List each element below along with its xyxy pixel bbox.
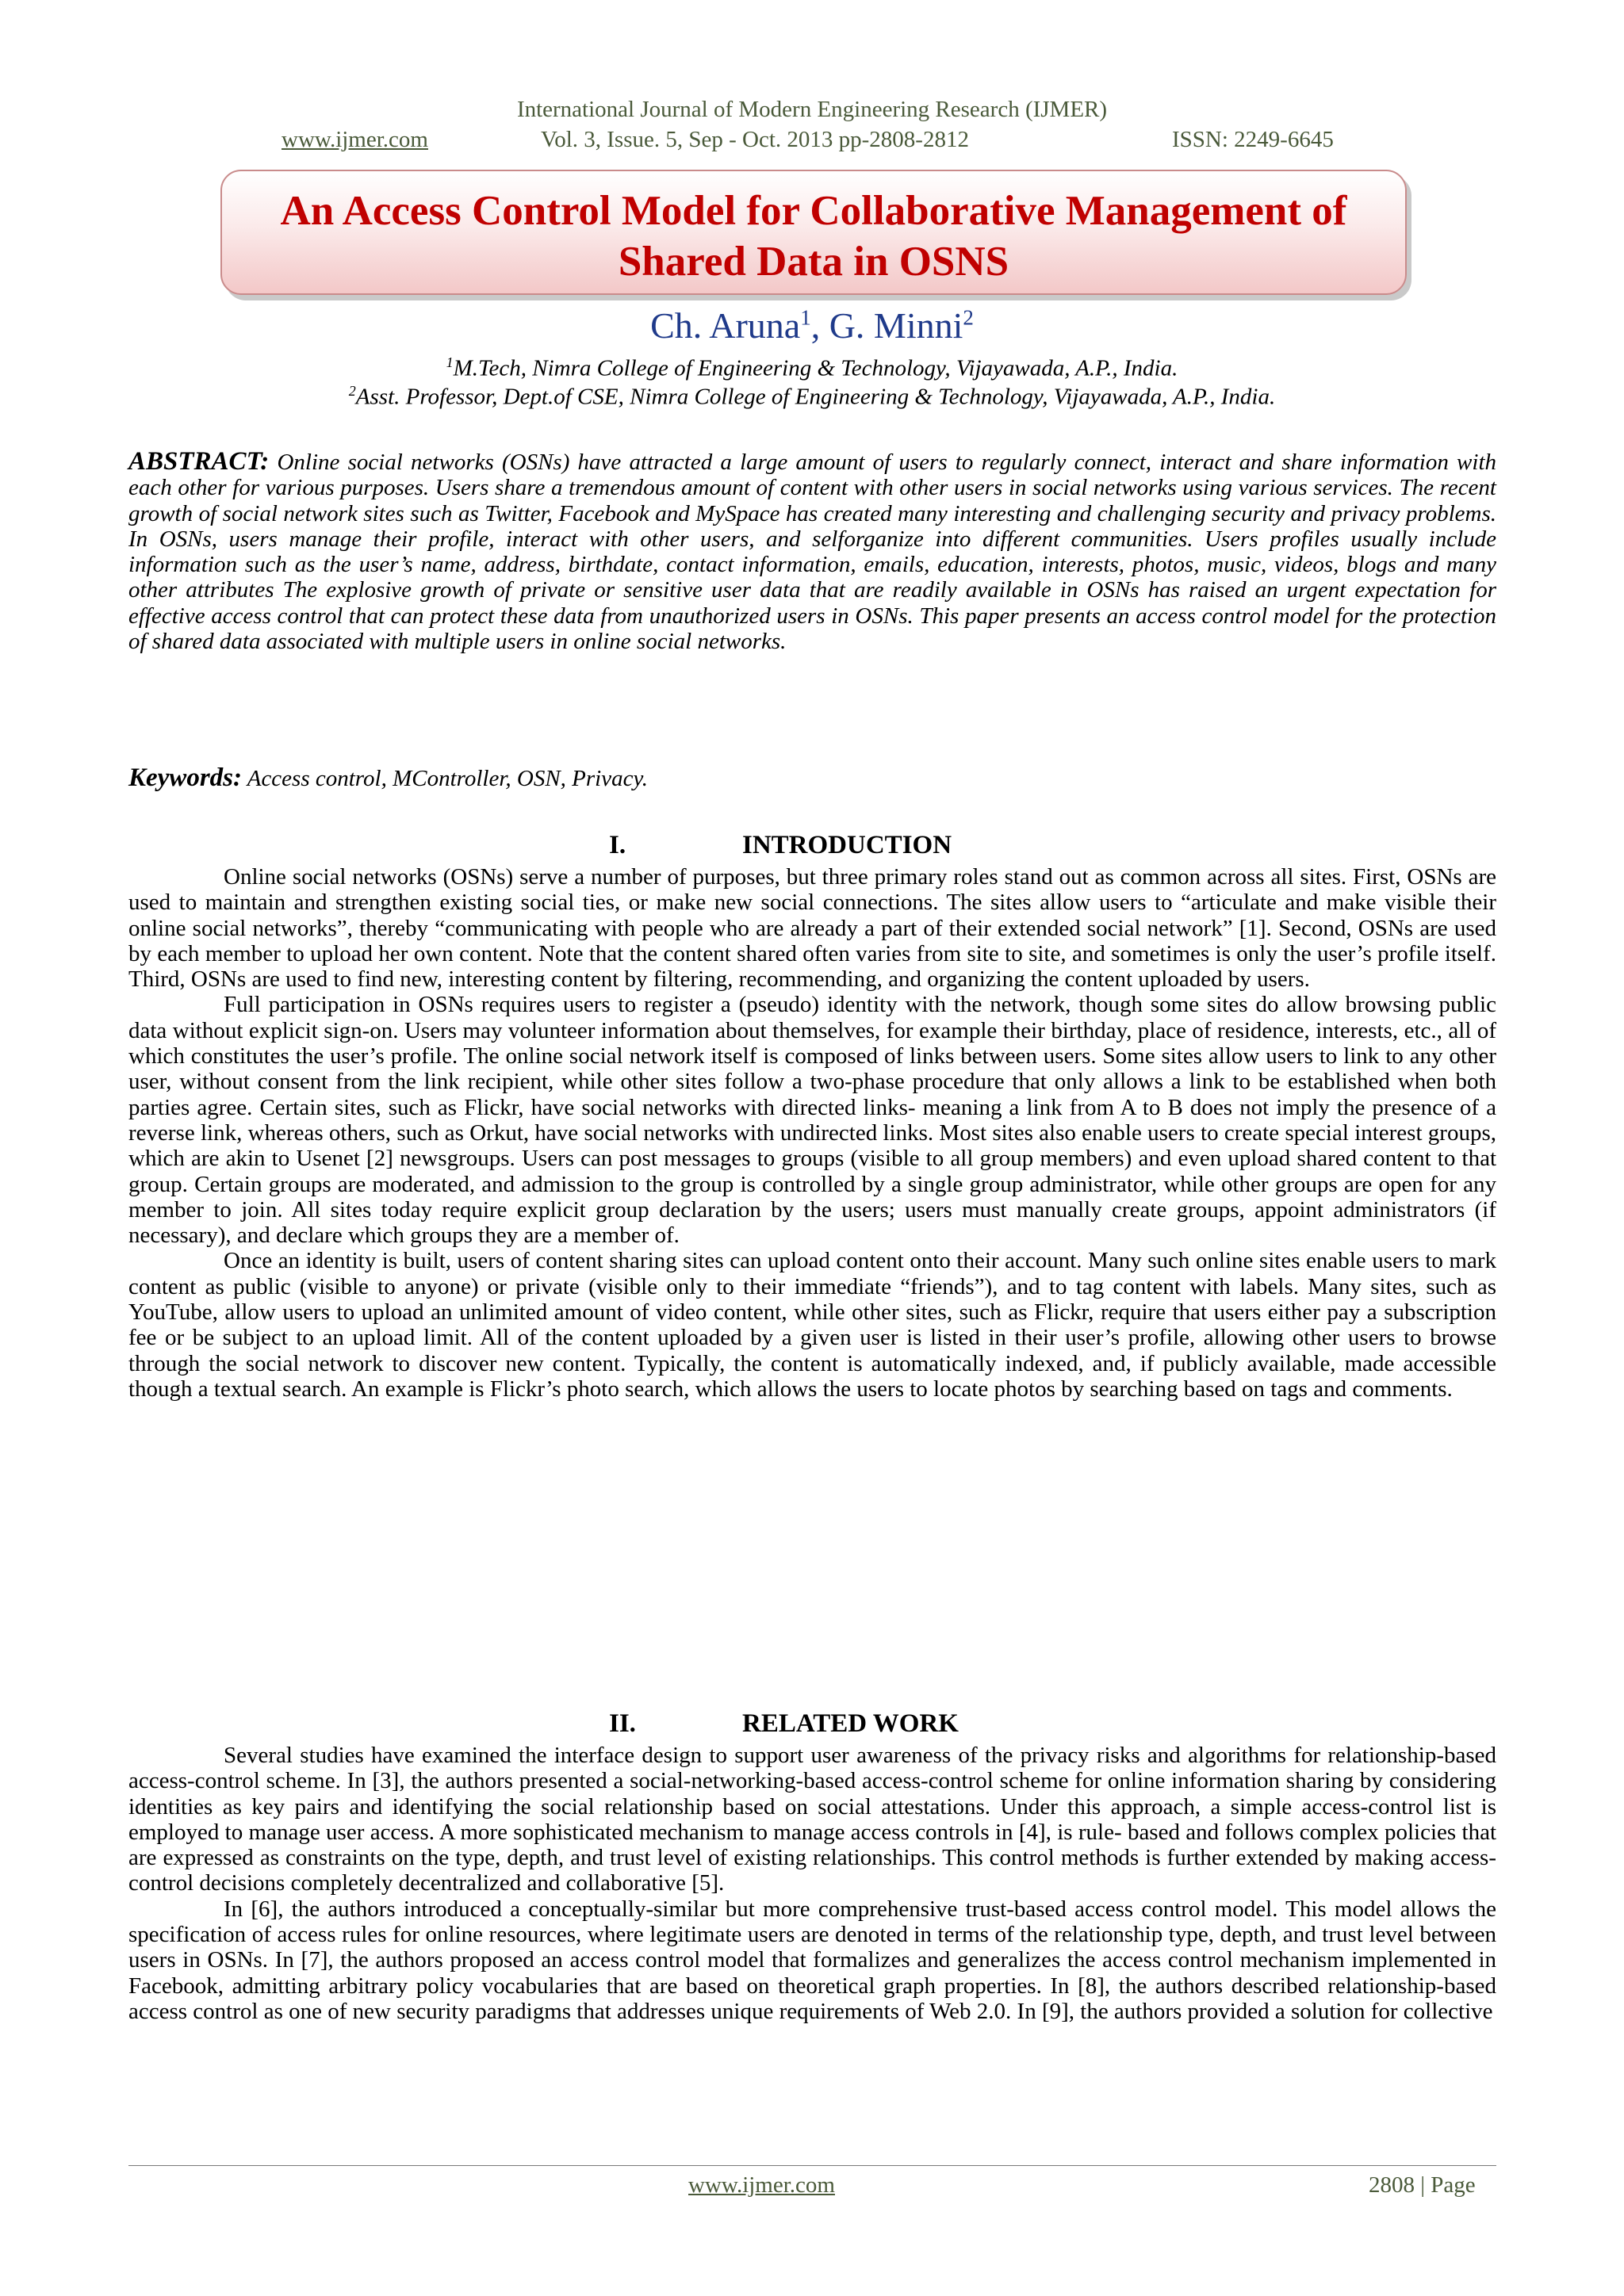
keywords-label: Keywords: xyxy=(128,763,242,792)
footer-url-link[interactable]: www.ijmer.com xyxy=(688,2172,835,2198)
issn: ISSN: 2249-6645 xyxy=(1172,127,1334,152)
body-paragraph: Online social networks (OSNs) serve a number of purposes, but three primary roles stand out as common across all sites. First, OSNs are used to maintain and strengthen existing social ties, or make new social connections. The sites allow users to “articulate and make visible their online social networks”, thereby “communicating with people who are already a part of their extended social network” [1]. Second, OSNs are used by each member to upload her own content. Note that the content shared often varies from site to site, and sometimes is only the user’s profile itself. Third, OSNs are used to find new, interesting content by filtering, recommending, and organizing the content uploaded by users. xyxy=(128,864,1496,993)
section-number: II. xyxy=(609,1709,636,1738)
paper-title-box xyxy=(220,170,1407,295)
author-separator: , xyxy=(810,305,829,346)
body-paragraph: Once an identity is built, users of content sharing sites can upload content onto their account. Many such online sites enable users to mark content as public (visible to anyone) or private (visible only to their immediate “friends”), and to tag content with labels. Many sites, such as YouTube, allow users to upload an unlimited amount of video content, while other sites, such as Flickr, require that users either pay a subscription fee or be subject to an upload limit. All of the content uploaded by a given user is listed in their user’s profile, allowing other users to browse through the social network to discover new content. Typically, the content is automatically indexed, and, if publicly available, made accessible though a textual search. An example is Flickr’s photo search, which allows the users to locate photos by searching based on tags and comments. xyxy=(128,1248,1496,1402)
affiliation-1-marker: 1 xyxy=(446,354,454,370)
abstract xyxy=(128,449,1496,654)
section-number: I. xyxy=(609,831,626,859)
journal-url-link[interactable]: www.ijmer.com xyxy=(282,127,428,152)
body-paragraph: In [6], the authors introduced a conceptually-similar but more comprehensive trust-based access control model. This model allows the specification of access rules for online resources, where legitimate users are denoted in terms of the relationship type, depth, and trust level between users in OSNs. In [7], the authors proposed an access control model that formalizes and generalizes the access control mechanism implemented in Facebook, admitting arbitrary policy vocabularies that are based on theoretical graph properties. In [8], the authors described relationship-based access control as one of new security paradigms that addresses unique requirements of Web 2.0. In [9], the authors provided a solution for collective xyxy=(128,1896,1496,2024)
author-1-marker: 1 xyxy=(800,305,811,330)
volume-info: Vol. 3, Issue. 5, Sep - Oct. 2013 pp-2808-2812 xyxy=(541,127,969,152)
section-heading-related-work xyxy=(0,1709,1624,1739)
page-number: 2808 | Page xyxy=(1369,2172,1476,2198)
body-paragraph: Full participation in OSNs requires users to register a (pseudo) identity with the network, though some sites do allow browsing public data without explicit sign-on. Users may volunteer information about themselves, for example their birthday, place of residence, interests, etc., all of which constitutes the user’s profile. The online social network itself is composed of links between users. Some sites allow users to link to any other user, without consent from the link recipient, while other sites follow a two-phase procedure that only allows a link to be established when both parties agree. Certain sites, such as Flickr, have social networks with directed links- meaning a link from A to B does not imply the presence of a reverse link, whereas others, such as Orkut, have social networks with undirected links. Most sites also enable users to create special interest groups, which are akin to Usenet [2] newsgroups. Users can post messages to groups (visible to all group members) and even upload shared content to that group. Certain groups are moderated, and admission to the group is controlled by a single group administrator, while other groups are open for any member to join. All sites today require explicit group declaration by the users; users must manually create groups, appoint administrators (if necessary), and declare which groups they are a member of. xyxy=(128,992,1496,1249)
affiliation-2-text: Asst. Professor, Dept.of CSE, Nimra College of Engineering & Technology, Vijayawada, A.P., India. xyxy=(355,384,1276,410)
body-paragraph: Several studies have examined the interface design to support user awareness of the privacy risks and algorithms for relationship-based access-control scheme. In [3], the authors presented a social-networking-based access-control scheme for online information sharing by considering identities as key pairs and identifying the social relationship based on social attestations. Under this approach, a simple access-control list is employed to manage user access. A more sophisticated mechanism to manage access controls in [4], is rule- based and follows complex policies that are expressed as constraints on the type, depth, and trust level of existing relationships. This control methods is further extended by making access-control decisions completely decentralized and collaborative [5]. xyxy=(128,1743,1496,1896)
affiliation-1-text: M.Tech, Nimra College of Engineering & Technology, Vijayawada, A.P., India. xyxy=(453,355,1178,381)
keywords xyxy=(128,765,1496,791)
keywords-text: Access control, MController, OSN, Privacy. xyxy=(242,766,649,791)
author-2-marker: 2 xyxy=(963,305,974,330)
section-body-introduction xyxy=(128,864,1496,1402)
affiliation-2-marker: 2 xyxy=(348,383,356,399)
section-title: INTRODUCTION xyxy=(742,831,952,859)
author-1: Ch. Aruna xyxy=(650,305,801,346)
header-meta-line xyxy=(0,127,1624,154)
paper-title-line1: An Access Control Model for Collaborative Management of xyxy=(280,188,1347,234)
affiliation-1 xyxy=(0,354,1624,382)
paper-title-line2: Shared Data in OSNS xyxy=(618,239,1009,285)
abstract-text: Online social networks (OSNs) have attracted a large amount of users to regularly connect, interact and share information with each other for various purposes. Users share a tremendous amount of content with other users in social networks using various services. The recent growth of social network sites such as Twitter, Facebook and MySpace has created many interesting and challenging security and privacy problems. In OSNs, users manage their profile, interact with other users, and selforganize into different communities. Users profiles usually include information such as the user’s name, address, birthdate, contact information, emails, education, interests, photos, music, videos, blogs and many other attributes The explosive growth of private or sensitive user data that are readily available in OSNs has raised an urgent expectation for effective access control that can protect these data from unauthorized users in OSNs. This paper presents an access control model for the protection of shared data associated with multiple users in online social networks. xyxy=(128,450,1496,655)
section-title: RELATED WORK xyxy=(742,1709,959,1738)
section-heading-introduction xyxy=(0,831,1624,861)
abstract-label: ABSTRACT: xyxy=(128,447,270,476)
author-list xyxy=(0,304,1624,346)
affiliation-2 xyxy=(0,383,1624,411)
section-body-related-work xyxy=(128,1743,1496,2024)
footer-divider xyxy=(128,2165,1496,2166)
journal-name: International Journal of Modern Engineering Research (IJMER) xyxy=(516,97,1108,122)
author-2: G. Minni xyxy=(829,305,963,346)
